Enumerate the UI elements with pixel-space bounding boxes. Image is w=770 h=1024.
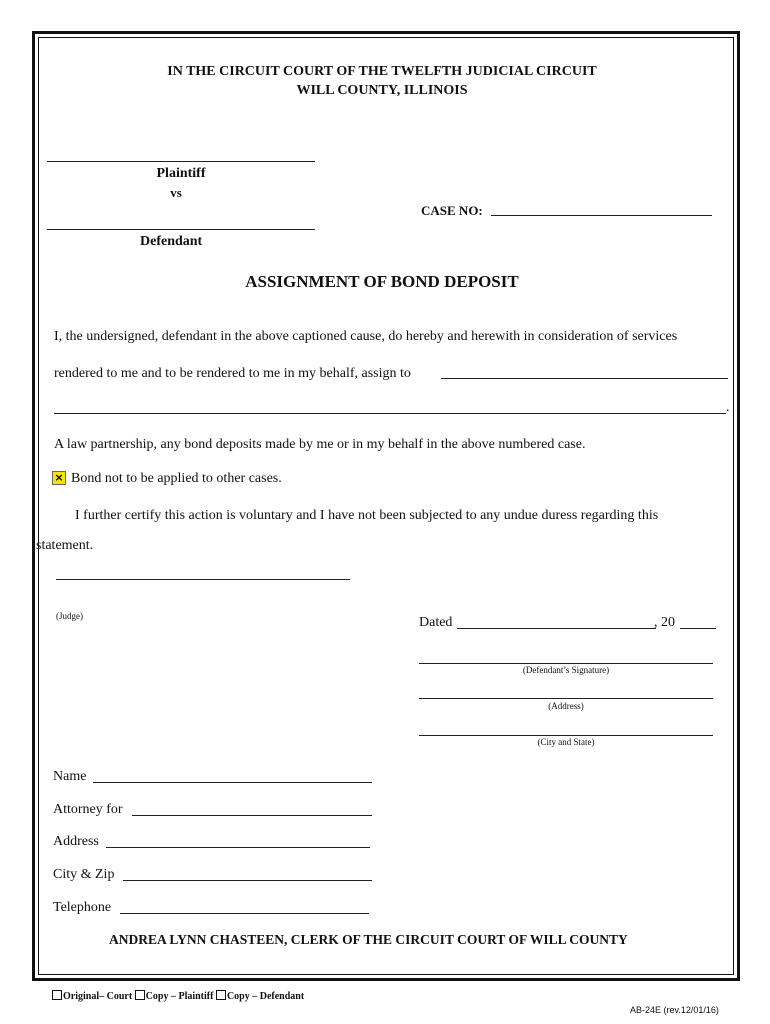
attorney-for-label: Attorney for: [53, 802, 123, 817]
copy-plaintiff-label: Copy – Plaintiff: [145, 991, 214, 1002]
court-heading-line2: WILL COUNTY, ILLINOIS: [296, 83, 468, 98]
attorney-address-line[interactable]: [106, 847, 370, 848]
assignee-line-period: .: [726, 400, 730, 415]
document-title: ASSIGNMENT OF BOND DEPOSIT: [245, 272, 519, 291]
assignment-paragraph-line2: rendered to me and to be rendered to me in my behalf, assign to: [54, 366, 411, 381]
address-label: (Address): [548, 701, 584, 711]
law-partnership-paragraph: A law partnership, any bond deposits made by me or in my behalf in the above numbered case.: [54, 437, 586, 452]
city-state-line[interactable]: [419, 735, 713, 736]
copy-defendant-label: Copy – Defendant: [226, 991, 305, 1002]
form-number: AB-24E (rev.12/01/16): [630, 1005, 719, 1015]
defendant-signature-label: (Defendant’s Signature): [522, 665, 610, 675]
bond-checkbox-label: Bond not to be applied to other cases.: [71, 471, 282, 486]
dated-year-line[interactable]: [680, 628, 716, 629]
defendant-line[interactable]: [47, 229, 315, 230]
case-no-label: CASE NO:: [421, 203, 483, 218]
judge-label: (Judge): [56, 611, 83, 621]
attorney-city-zip-line[interactable]: [123, 880, 372, 881]
certify-paragraph-line1: I further certify this action is voluntary and I have not been subjected to any undue duress regarding this: [75, 508, 659, 523]
dated-year-prefix: , 20: [654, 615, 675, 630]
plaintiff-label: Plaintiff: [156, 166, 206, 181]
assignee-line[interactable]: [441, 378, 728, 379]
court-heading-line1: IN THE CIRCUIT COURT OF THE TWELFTH JUDICIAL CIRCUIT: [167, 64, 597, 79]
copy-defendant-checkbox[interactable]: [216, 990, 226, 1000]
attorney-name-line[interactable]: [93, 782, 372, 783]
bond-checkbox[interactable]: ×: [52, 471, 66, 485]
attorney-address-label: Address: [53, 834, 99, 849]
attorney-for-line[interactable]: [132, 815, 372, 816]
plaintiff-line[interactable]: [47, 161, 315, 162]
attorney-city-zip-label: City & Zip: [53, 867, 115, 882]
attorney-telephone-line[interactable]: [120, 913, 369, 914]
original-court-label: Original– Court: [63, 991, 133, 1002]
certify-paragraph-line2: statement.: [36, 538, 94, 553]
copy-plaintiff-checkbox[interactable]: [135, 990, 145, 1000]
city-state-label: (City and State): [537, 737, 595, 747]
original-court-checkbox[interactable]: [52, 990, 62, 1000]
dated-line[interactable]: [457, 628, 656, 629]
clerk-line: ANDREA LYNN CHASTEEN, CLERK OF THE CIRCUIT COURT OF WILL COUNTY: [109, 932, 628, 947]
case-no-line[interactable]: [491, 215, 712, 216]
vs-label: vs: [170, 185, 182, 200]
assignment-paragraph-line1: I, the undersigned, defendant in the above captioned cause, do hereby and herewith in consideration of services: [54, 329, 678, 344]
defendant-label: Defendant: [140, 234, 203, 249]
attorney-telephone-label: Telephone: [53, 900, 112, 915]
assignee-line-2[interactable]: [54, 413, 726, 414]
defendant-signature-line[interactable]: [419, 663, 713, 664]
attorney-name-label: Name: [53, 769, 87, 784]
address-line[interactable]: [419, 698, 713, 699]
copy-distribution: [52, 990, 304, 1002]
judge-signature-line[interactable]: [56, 579, 350, 580]
dated-label: Dated: [419, 615, 453, 630]
